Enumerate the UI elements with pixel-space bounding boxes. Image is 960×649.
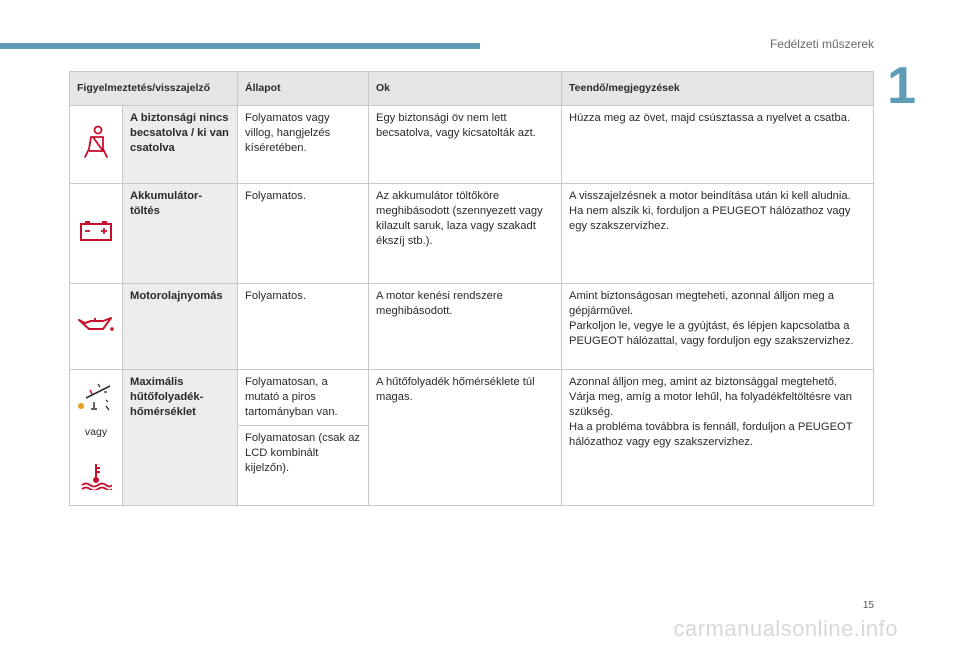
warning-name: Motorolajnyomás	[123, 284, 238, 370]
warning-name: Maximális hűtőfolyadék-hőmérséklet	[123, 370, 238, 506]
page-number: 15	[862, 600, 874, 611]
coolant-temperature-icon	[80, 462, 112, 490]
col-header-cause: Ok	[369, 72, 562, 106]
warning-state: Folyamatos.	[238, 184, 369, 284]
warning-name: A biztonsági nincs becsatolva / ki van csatolva	[123, 106, 238, 184]
warning-state: Folyamatos vagy villog, hangjelzés kíséretében.	[238, 106, 369, 184]
coolant-gauge-icon	[76, 380, 116, 414]
or-label: vagy	[84, 426, 108, 438]
warning-action: Húzza meg az övet, majd csúsztassa a nyelvet a csatba.	[562, 106, 874, 184]
warning-cause: A motor kenési rendszere meghibásodott.	[369, 284, 562, 370]
warning-action: Azonnal álljon meg, amint az biztonsággal megtehető. Várja meg, amíg a motor lehűl, ha folyadékfeltöltésre van szükség. Ha a probléma továbbra is fennáll, forduljon a PEUGEOT hálózathoz vagy egy szakszervizhez.	[562, 370, 874, 506]
warning-state-alt: Folyamatosan (csak az LCD kombinált kijelzőn).	[238, 426, 369, 506]
icon-cell	[70, 284, 123, 370]
table-row	[70, 184, 874, 284]
warning-state: Folyamatos.	[238, 284, 369, 370]
warning-state: Folyamatosan, a mutató a piros tartományban van.	[238, 370, 369, 426]
col-header-action: Teendő/megjegyzések	[562, 72, 874, 106]
table-row	[70, 284, 874, 370]
warning-lights-table	[69, 71, 874, 506]
battery-icon	[79, 219, 113, 243]
table-row	[70, 106, 874, 184]
section-title: Fedélzeti műszerek	[769, 37, 874, 51]
icon-cell	[70, 370, 123, 506]
chapter-number: 1	[887, 57, 916, 115]
watermark: carmanualsonline.info	[673, 616, 898, 641]
col-header-warning: Figyelmeztetés/visszajelző	[70, 72, 238, 106]
seatbelt-icon	[81, 125, 111, 159]
warning-cause: Egy biztonsági öv nem lett becsatolva, vagy kicsatolták azt.	[369, 106, 562, 184]
icon-cell	[70, 184, 123, 284]
table-header-row	[70, 72, 874, 106]
warning-cause: Az akkumulátor töltőköre meghibásodott (szennyezett vagy kilazult saruk, laza vagy szakadt ékszíj stb.).	[369, 184, 562, 284]
col-header-state: Állapot	[238, 72, 369, 106]
warning-cause: A hűtőfolyadék hőmérséklete túl magas.	[369, 370, 562, 506]
oil-pressure-icon	[77, 314, 115, 334]
header-accent-bar	[0, 43, 480, 49]
warning-action: Amint biztonságosan megteheti, azonnal álljon meg a gépjárművel. Parkoljon le, vegye le a gyújtást, és lépjen kapcsolatba a PEUGEOT hálózattal, vagy forduljon egy szakszervizhez.	[562, 284, 874, 370]
icon-cell	[70, 106, 123, 184]
warning-name: Akkumulátor-töltés	[123, 184, 238, 284]
warning-action: A visszajelzésnek a motor beindítása után ki kell aludnia. Ha nem alszik ki, forduljon a PEUGEOT hálózathoz vagy egy szakszervizhez.	[562, 184, 874, 284]
table-row	[70, 370, 874, 426]
